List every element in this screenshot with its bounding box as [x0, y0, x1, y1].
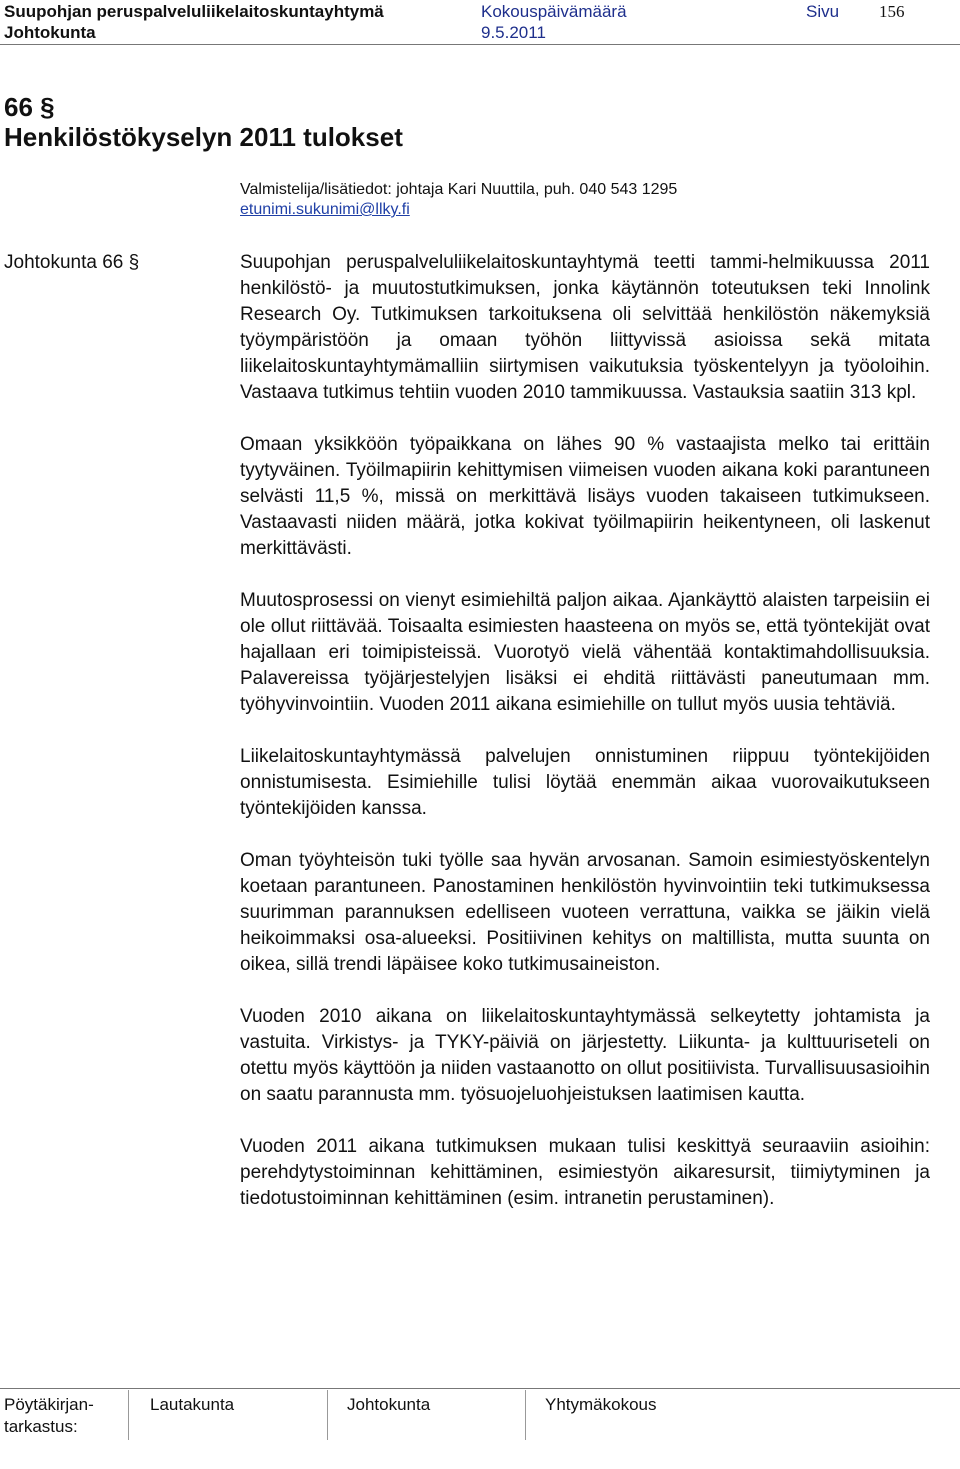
footer-separator	[525, 1390, 526, 1440]
meeting-date-label: Kokouspäivämäärä	[481, 2, 627, 21]
page-label: Sivu	[806, 2, 840, 21]
paragraph: Suupohjan peruspalveluliikelaitoskuntayhtymä teetti tammi-helmikuussa 2011 henkilöstö- ja muutostutkimuksen, jonka käytännön toteutuksen teki Innolink Research Oy. Tutkimuksen tarkoituksena oli selvittää henkilöstön näkemyksiä työympäristöön ja omaan työhön liittyvissä asioissa sekä mitata liikelaitoskuntayhtymämalliin siirtymisen vaikutuksia työskentelyyn ja työoloihin. Vastaava tutkimus tehtiin vuoden 2010 tammikuussa. Vastauksia saatiin 313 kpl.	[240, 252, 930, 403]
section-title: Henkilöstökyselyn 2011 tulokset	[4, 122, 403, 152]
paragraph: Vuoden 2011 aikana tutkimuksen mukaan tulisi keskittyä seuraaviin asioihin: perehdytystoiminnan kehittäminen, esimiestyön aikaresursit, tiimiytyminen ja tiedotustoiminnan kehittäminen (esim. intranetin perustaminen).	[240, 1136, 930, 1209]
section-number: 66 §	[4, 92, 55, 122]
preparer-line: Valmistelija/lisätiedot: johtaja Kari Nuuttila, puh. 040 543 1295	[240, 181, 678, 198]
footer-board: Lautakunta	[150, 1395, 235, 1414]
paragraph: Liikelaitoskuntayhtymässä palvelujen onnistuminen riippuu työntekijöiden onnistumisesta. Esimiehille tulisi löytää enemmän aikaa vuorovaikutukseen työntekijöiden kanssa.	[240, 746, 930, 819]
header-divider	[0, 44, 960, 45]
paragraph: Vuoden 2010 aikana on liikelaitoskuntayhtymässä selkeytetty johtamista ja vastuita. Virkistys- ja TYKY-päiviä on järjestetty. Liikunta- ja kulttuuriseteli on otettu myös käyttöön ja niiden vastaanotto on ollut positiivista. Turvallisuusasioihin on saatu parannusta mm. työsuojeluohjeistuksen laatimisen kautta.	[240, 1006, 930, 1105]
organization-name: Suupohjan peruspalveluliikelaitoskuntayhtymä	[4, 2, 384, 21]
meeting-date: 9.5.2011	[481, 23, 546, 42]
footer-assembly: Yhtymäkokous	[545, 1395, 657, 1414]
paragraph: Muutosprosessi on vienyt esimiehiltä paljon aikaa. Ajankäyttö alaisten tarpeisiin ei ole ollut riittävää. Toisaalta esimiesten haasteena on myös se, että työntekijät ovat hajallaan eri toimipisteissä. Vuorotyö vielä vähentää kontaktimahdollisuuksia. Palavereissa työjärjestelyjen lisäksi ei ehditä riittävästi paneutumaan mm. työhyvinvointiin. Vuoden 2011 aikana esimiehille on tullut myös uusia tehtäviä.	[240, 590, 930, 715]
page-header	[0, 0, 960, 44]
footer-minutes-check-label-2: tarkastus:	[4, 1417, 78, 1436]
item-content	[240, 250, 930, 1238]
preparer-info	[240, 180, 677, 220]
footer-minutes-check-label: Pöytäkirjan-	[4, 1395, 94, 1414]
footer-separator	[128, 1390, 129, 1440]
footer-divider	[0, 1388, 960, 1389]
paragraph: Omaan yksikköön työpaikkana on lähes 90 % vastaajista melko tai erittäin tyytyväinen. Työilmapiirin kehittymisen viimeisen vuoden aikana koki parantuneen selvästi 11,5 %, missä on merkittävä lisäys vuoden takaiseen tutkimukseen. Vastaavasti niiden määrä, jotka kokivat työilmapiirin heikentyneen, oli laskenut merkittävästi.	[240, 434, 930, 559]
email-link[interactable]: etunimi.sukunimi@llky.fi	[240, 201, 410, 218]
paragraph: Oman työyhteisön tuki työlle saa hyvän arvosanan. Samoin esimiestyöskentelyn koetaan parantuneen. Panostaminen henkilöstön hyvinvointiin teki tutkimuksessa suurimman parannuksen edelliseen vuoteen verrattuna, vaikka se jäikin vielä heikoimmaksi osa-alueeksi. Positiivinen kehitys on maltillista, mutta suunta on oikea, sillä trendi läpäisee koko tutkimusaineiston.	[240, 850, 930, 975]
page-number: 156	[879, 2, 905, 21]
item-label: Johtokunta 66 §	[4, 252, 140, 273]
footer-separator	[327, 1390, 328, 1440]
footer-directorate: Johtokunta	[347, 1395, 431, 1414]
body-name: Johtokunta	[4, 23, 96, 42]
